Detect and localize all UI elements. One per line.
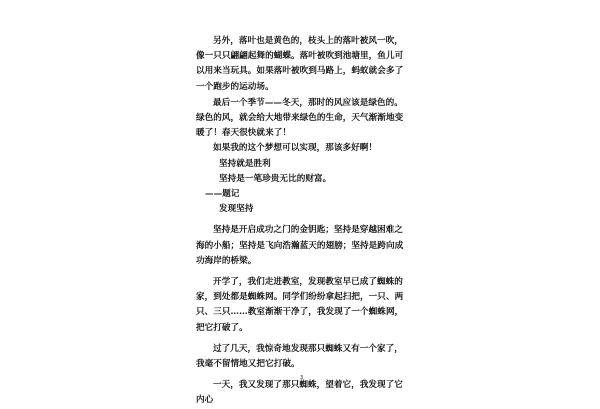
paragraph-few-days-later: 过了几天，我惊奇地发现那只蜘蛛又有一个家了，我毫不留情地又把它打破。 (196, 343, 403, 370)
paragraph-autumn: 另外，落叶也是黄色的，枝头上的落叶被风一吹，像一只只翩翩起舞的蝴蝶。落叶被吹到池塘里，鱼儿可以用来当玩具。如果落叶被吹到马路上，蚂蚁就会多了一个跑步的运动场。 (196, 36, 404, 92)
paragraph-one-day: 一天，我又发现了那只蜘蛛，望着它，我发现了它内心 (196, 380, 403, 406)
epigraph-attribution: ——题记 (205, 189, 240, 200)
page-number: 3 (300, 375, 304, 381)
document-body (196, 34, 408, 409)
paragraph-school-start: 开学了，我们走进教室，发现教室早已成了蜘蛛的家，到处都是蜘蛛网。同学们纷纷拿起扫把，一只、两只、三只……教室渐渐干净了，我发现了一个蜘蛛网，把它打破了。 (196, 277, 404, 333)
paragraph-persistence-definition: 坚持是开启成功之门的金钥匙；坚持是穿越困难之海的小船；坚持是飞向浩瀚蓝天的翅膀；坚持是跨向成功海岸的桥梁。 (196, 225, 404, 266)
paragraph-winter: 最后一个季节——冬天，那时的风应该是绿色的。绿色的风，就会给大地带来绿色的生命，天气渐渐地变暖了！春天很快就来了！ (196, 97, 404, 139)
section-heading: 发现坚持 (219, 204, 254, 215)
essay-title: 坚持就是胜利 (219, 158, 271, 169)
paragraph-dream: 如果我的这个梦想可以实现，那该多好啊！ (213, 143, 378, 154)
epigraph: 坚持是一笔珍贵无比的财富。 (219, 173, 332, 184)
